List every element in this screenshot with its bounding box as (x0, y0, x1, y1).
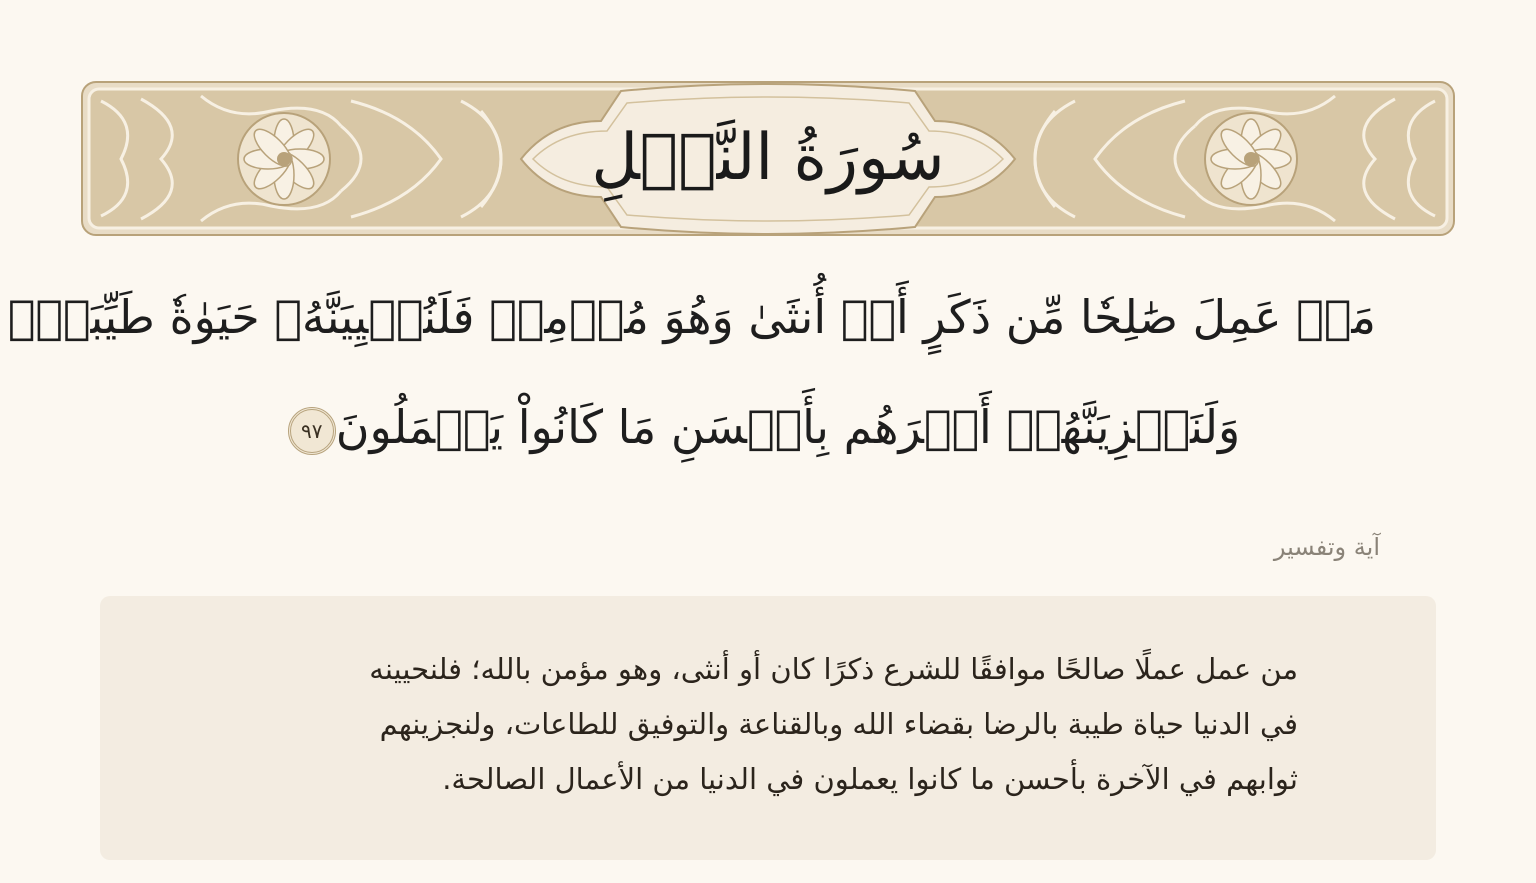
quran-verse (7, 262, 1376, 482)
tafsir-line-3: ثوابهم في الآخرة بأحسن ما كانوا يعملون في الدنيا من الأعمال الصالحة. (442, 762, 1298, 796)
surah-title: سُورَةُ النَّحۡلِ (591, 121, 945, 195)
ayah-number-marker: ٩٧ (288, 407, 336, 455)
tafsir-line-2: في الدنيا حياة طيبة بالرضا بقضاء الله وبالقناعة والتوفيق للطاعات، ولنجزينهم (379, 707, 1298, 741)
tafsir-line-1: من عمل عملًا صالحًا موافقًا للشرع ذكرًا كان أو أنثى، وهو مؤمن بالله؛ فلنحيينه (369, 652, 1298, 686)
verse-line-2 (140, 372, 1376, 482)
verse-line-2-text: وَلَنَجۡزِيَنَّهُمۡ أَجۡرَهُم بِأَحۡسَنِ مَا كَانُواْ يَعۡمَلُونَ (335, 400, 1241, 454)
verse-line-1: مَنۡ عَمِلَ صَٰلِحٗا مِّن ذَكَرٍ أَوۡ أُنثَىٰ وَهُوَ مُؤۡمِنٞ فَلَنُحۡيِيَنَّهُۥ حَيَوٰةٗ طَيِّبَةٗۖ (7, 290, 1376, 344)
tafsir-box (100, 596, 1436, 860)
tafsir-text (156, 642, 1298, 807)
section-label: آية وتفسير (1273, 533, 1380, 561)
